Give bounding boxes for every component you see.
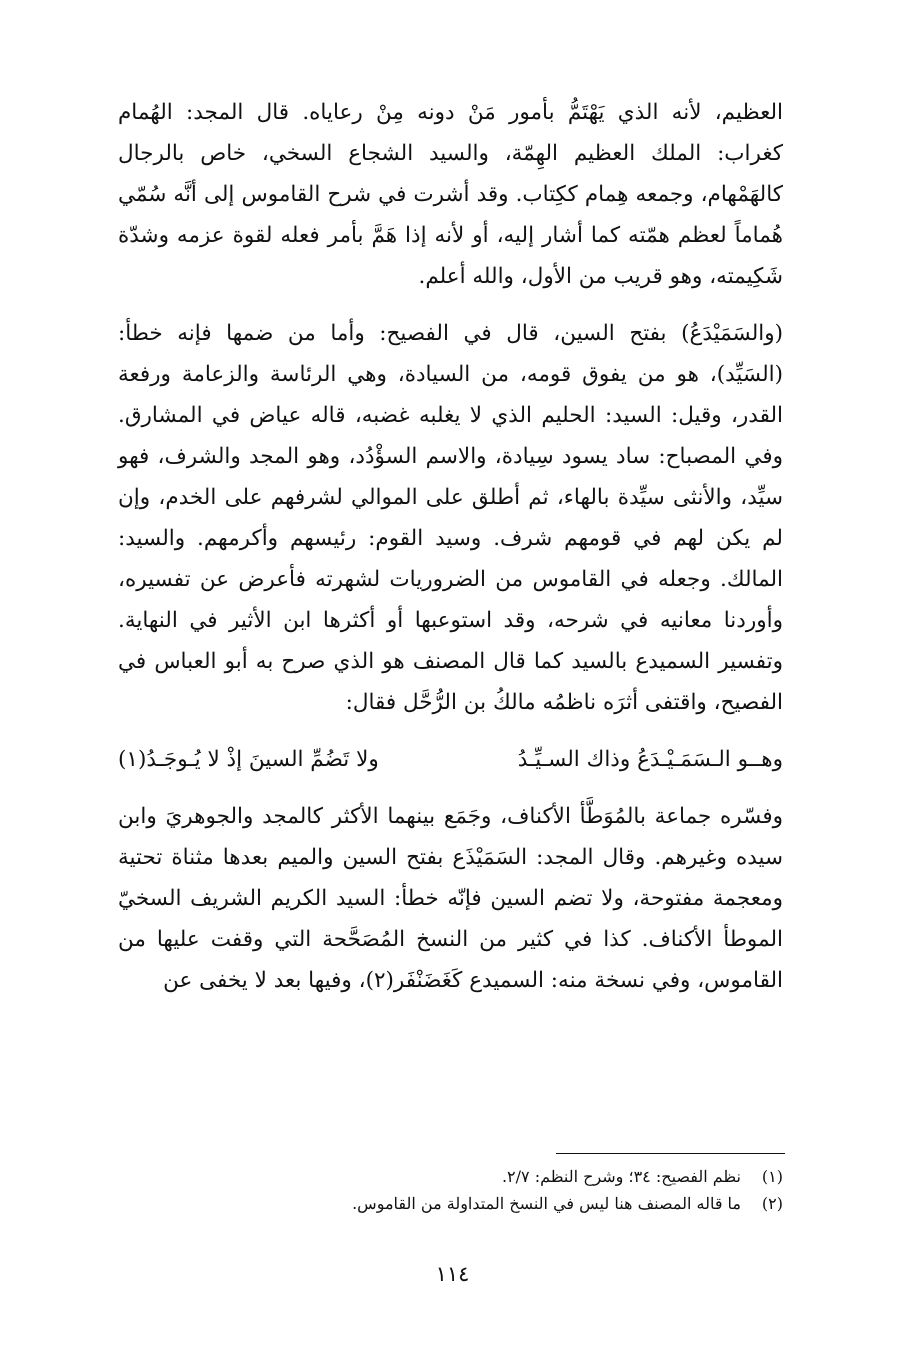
footnote-separator [556,1153,785,1154]
page-number: ١١٤ [435,1262,470,1286]
main-text [118,92,783,1001]
footnotes [118,1163,783,1217]
paragraph-gap [118,297,783,313]
footnote-text: ما قاله المصنف هنا ليس في النسخ المتداولة من القاموس. [352,1194,741,1213]
paragraph-2: (والسَمَيْدَعُ) بفتح السين، قال في الفصيح: وأما من ضمها فإنه خطأ: (السَيِّد)، هو من يفوق قومه، من السيادة، وهي الرئاسة والزعامة ورفعة القدر، وقيل: السيد: الحليم الذي لا يغلبه غضبه، قاله عياض في المشارق. وفي المصباح: ساد يسود سِيادة، والاسم السؤْدُد، وهو المجد والشرف، فهو سيِّد، والأنثى سيِّدة بالهاء، ثم أطلق على الموالي لشرفهم على الخدم، وإن لم يكن لهم في قومهم شرف. وسيد القوم: رئيسهم وأكرمهم. والسيد: المالك. وجعله في القاموس من الضروريات لشهرته فأعرض عن تفسيره، وأوردنا معانيه في شرحه، وقد استوعبها أو أكثرها ابن الأثير في النهاية. وتفسير السميدع بالسيد كما قال المصنف هو الذي صرح به أبو العباس في الفصيح، واقتفى أثرَه ناظمُه مالكُ بن الرُّحَّل فقال: [118,321,783,715]
footnote-text: نظم الفصيح: ٣٤؛ وشرح النظم: ٢/٧. [501,1167,741,1186]
paragraph-3: وفسّره جماعة بالمُوَطَّأ الأكناف، وجَمَع بينهما الأكثر كالمجد والجوهريَ وابن سيده وغيرهم. وقال المجد: السَمَيْذَع بفتح السين والميم بعدها مثناة تحتية ومعجمة مفتوحة، ولا تضم السين فإنّه خطأ: السيد الكريم الشريف السخيّ الموطأ الأكناف. كذا في كثير من النسخ المُصَحَّحة التي وقفت عليها من القاموس، وفي نسخة منه: السميدع كَغَضَنْفَر(٢)، وفيها بعد لا يخفى عن [118,804,783,993]
footnote-number: (٢) [761,1194,783,1213]
footnote-number: (١) [761,1167,783,1186]
verse-second-hemistich: ولا تَضُمِّ السينَ إذْ لا يُـوجَـدُ(١) [118,747,379,772]
paragraph-1: العظيم، لأنه الذي يَهْتَمُّ بأمور مَنْ دونه مِنْ رعاياه. قال المجد: الهُمام كغراب: الملك العظيم الهِمّة، والسيد الشجاع السخي، خاص بالرجال كالهَمْهام، وجمعه هِمام ككِتاب. وقد أشرت في شرح القاموس إلى أنَّه سُمّي هُماماً لعظم همّته كما أشار إليه، أو لأنه إذا هَمَّ بأمر فعله لقوة عزمه وشدّة شَكِيمته، وهو قريب من الأول، والله أعلم. [118,100,783,289]
verse-first-hemistich: وهــو الـسَمَـيْـدَعُ وذاك السـيِّـدُ [517,747,783,772]
footnote-2 [118,1190,783,1217]
verse-line [118,739,783,780]
paragraph-gap [118,723,783,739]
footnote-1 [118,1163,783,1190]
paragraph-gap [118,780,783,796]
